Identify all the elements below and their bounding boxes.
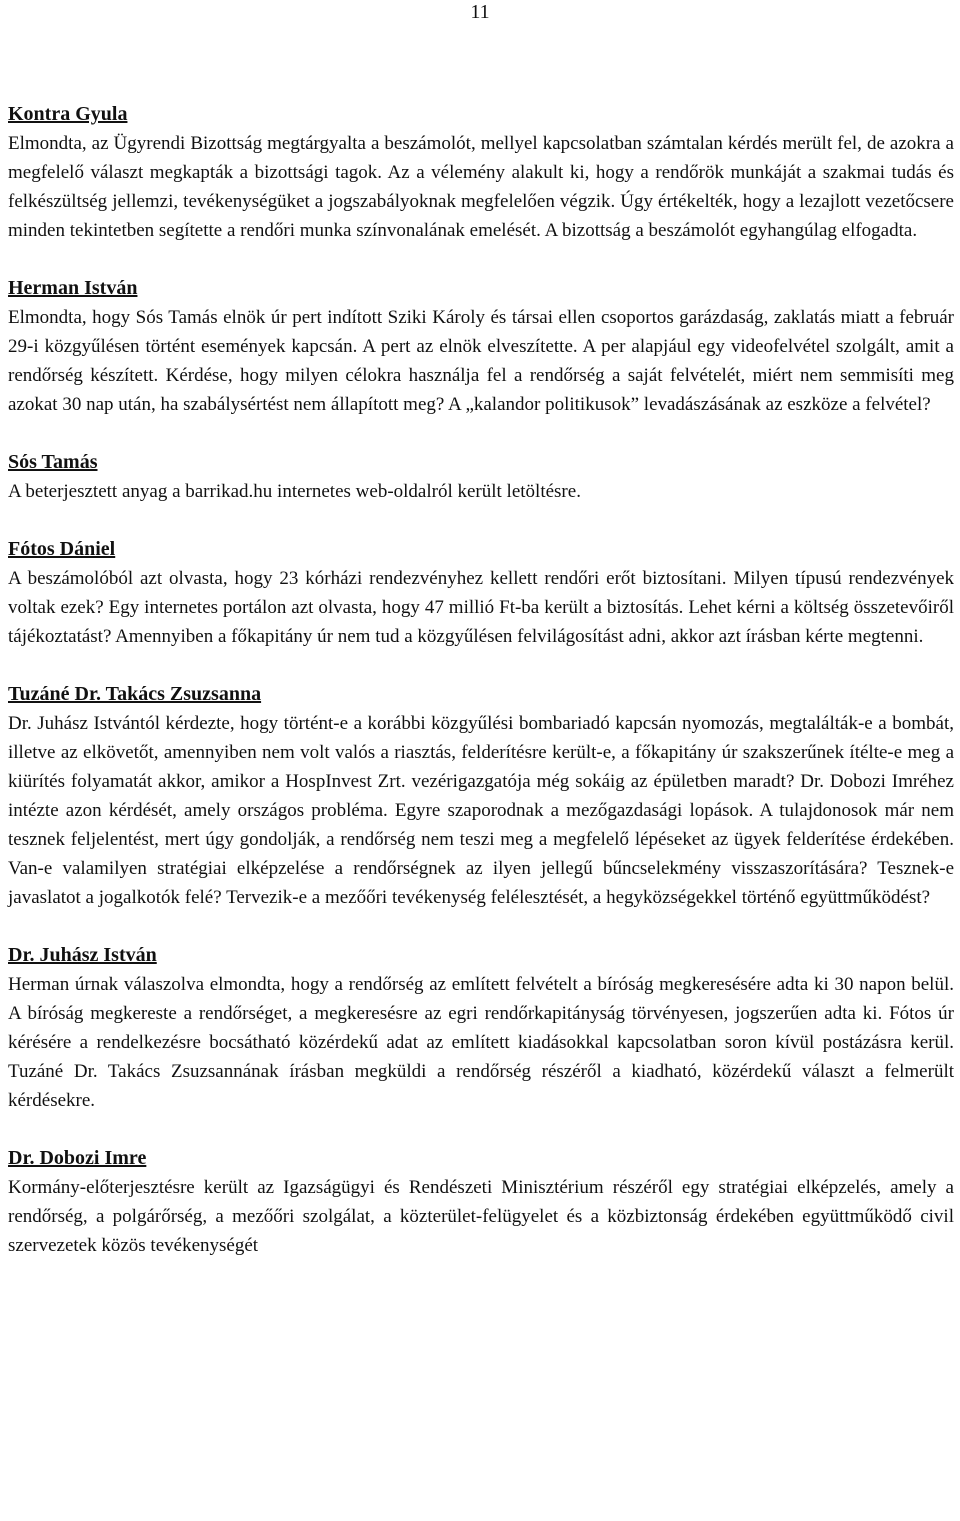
speech-text: Kormány-előterjesztésre került az Igazságügyi és Rendészeti Minisztérium részéről egy stratégiai elképzelés, amely a rendőrség, a polgárőrség, a mezőőri szolgálat, a közterület-felügyelet és a közbiztonság érdekében együttműködő civil szervezetek közös tevékenységét xyxy=(8,1177,954,1256)
speech-text: A beterjesztett anyag a barrikad.hu internetes web-oldalról került letöltésre. xyxy=(8,481,581,502)
speaker-name: Dr. Juhász István xyxy=(8,944,157,966)
section-juhasz-istvan xyxy=(8,941,954,1115)
speech-text: Herman úrnak válaszolva elmondta, hogy a rendőrség az említett felvételt a bíróság megkeresésére adta ki 30 napon belül. A bíróság megkereste a rendőrséget, a megkeresésre az egri rendőrkapitányság törvényesen, jogszerűen adta ki. Fótos úr kérésére a rendelkezésre bocsátható közérdekű adat az említett kiadásokkal kapcsolatban soron kívül postázásra kerül. Tuzáné Dr. Takács Zsuzsannának írásban megküldi a rendőrség részéről a kiadható, közérdekű választ a felmerült kérdésekre. xyxy=(8,974,954,1111)
section-herman-istvan xyxy=(8,274,954,419)
speaker-name: Sós Tamás xyxy=(8,451,98,473)
section-fotos-daniel xyxy=(8,535,954,651)
section-tuzane-takacs xyxy=(8,680,954,912)
speaker-name: Tuzáné Dr. Takács Zsuzsanna xyxy=(8,683,262,705)
speech-text: Dr. Juhász Istvántól kérdezte, hogy történt-e a korábbi közgyűlési bombariadó kapcsán nyomozás, megtalálták-e a bombát, illetve az elkövetőt, amennyiben nem volt valós a riasztás, felderítésre került-e, a főkapitány úr szakszerűnek ítélte-e meg a kiürítés folyamatát akkor, amikor a HospInvest Zrt. vezérigazgatója még sokáig az épületben maradt? Dr. Dobozi Imréhez intézte azon kérdését, amely országos probléma. Egyre szaporodnak a mezőgazdasági lopások. A tulajdonosok már nem tesznek feljelentést, mert úgy gondolják, a rendőrség nem teszi meg a megfelelő lépéseket az ügyek felderítése érdekében. Van-e valamilyen stratégiai elképzelése a rendőrségnek az ilyen jellegű bűncselekmény visszaszorítására? Tesznek-e javaslatot a jogalkotók felé? Tervezik-e a mezőőri tevékenység felélesztését, a hegyközségekkel történő együttműködést? xyxy=(8,713,954,908)
speaker-name: Herman István xyxy=(8,277,138,299)
section-sos-tamas xyxy=(8,448,954,506)
document-body xyxy=(8,100,954,1289)
speaker-name: Kontra Gyula xyxy=(8,103,128,125)
speech-text: Elmondta, az Ügyrendi Bizottság megtárgyalta a beszámolót, mellyel kapcsolatban számtalan kérdés merült fel, de azokra a megfelelő választ megkapták a bizottsági tagok. Az a vélemény alakult ki, hogy a rendőrök munkáját a szakmai tudás és felkészültség jellemzi, tevékenységüket a jogszabályoknak megfelelően végzik. Úgy értékelték, hogy a lezajlott vezetőcsere minden tekintetben segítette a rendőri munka színvonalának emelését. A bizottság a beszámolót egyhangúlag elfogadta. xyxy=(8,133,954,241)
section-dobozi-imre xyxy=(8,1144,954,1260)
speech-text: A beszámolóból azt olvasta, hogy 23 kórházi rendezvényhez kellett rendőri erőt biztosítani. Milyen típusú rendezvények voltak ezek? Egy internetes portálon azt olvasta, hogy 47 millió Ft-ba került a biztosítás. Lehet kérni a költség összetevőiről tájékoztatást? Amennyiben a főkapitány úr nem tud a közgyűlésen felvilágosítást adni, akkor azt írásban kérte megtenni. xyxy=(8,568,954,647)
speaker-name: Fótos Dániel xyxy=(8,538,116,560)
section-kontra-gyula xyxy=(8,100,954,245)
speech-text: Elmondta, hogy Sós Tamás elnök úr pert indított Sziki Károly és társai ellen csoportos garázdaság, zaklatás miatt a február 29-i közgyűlésen történt események kapcsán. A pert az elnök elveszítette. A per alapjául egy videofelvétel szolgált, amit a rendőrség készített. Kérdése, hogy milyen célokra használja fel a rendőrség a saját felvételét, miért nem semmisíti meg azokat 30 nap után, ha szabálysértést nem állapított meg? A „kalandor politikusok” levadászásának az eszköze a felvétel? xyxy=(8,307,954,415)
page-number: 11 xyxy=(470,1,490,23)
speaker-name: Dr. Dobozi Imre xyxy=(8,1147,147,1169)
